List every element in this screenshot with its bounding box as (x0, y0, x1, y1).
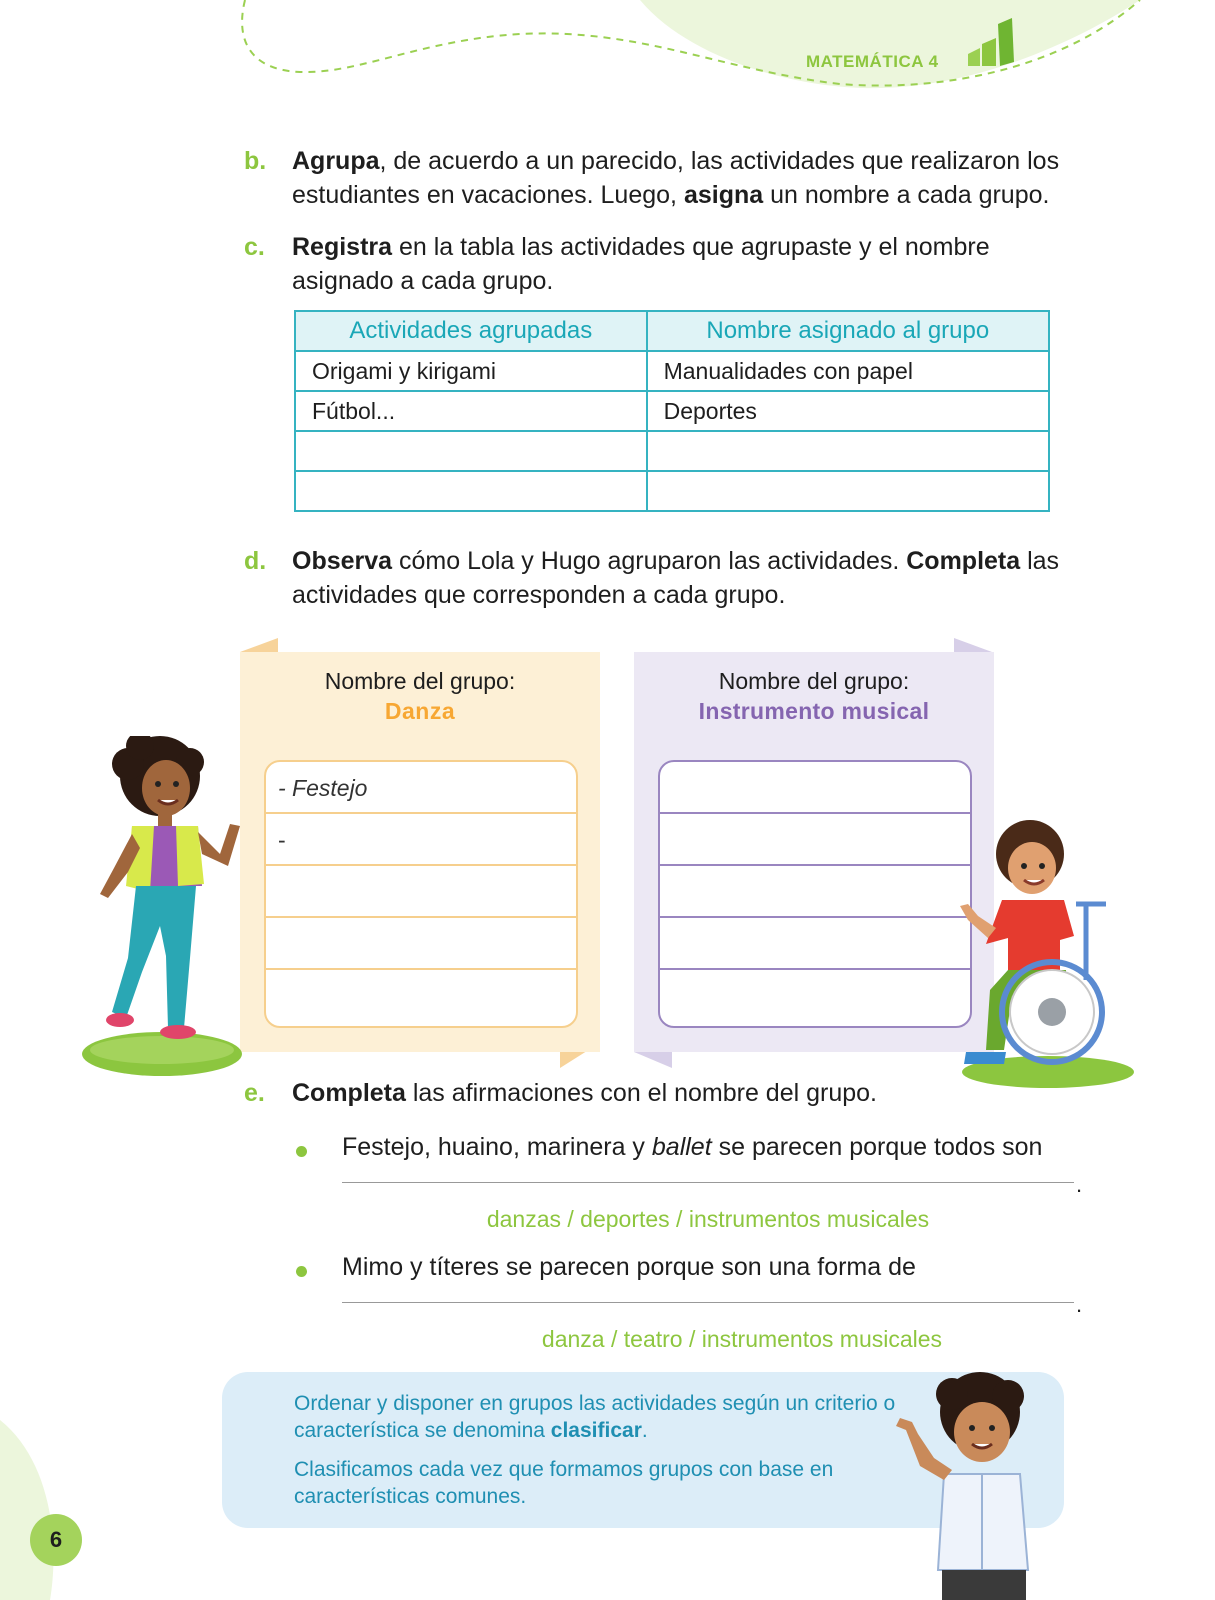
table-cell: Fútbol... (295, 391, 647, 431)
list-item[interactable] (660, 814, 970, 866)
corner-decoration (0, 1420, 80, 1600)
list-item[interactable] (266, 970, 576, 1022)
key-term: clasificar (550, 1419, 642, 1442)
verb: Completa (292, 1079, 406, 1107)
danza-list (264, 760, 578, 1028)
answer-line[interactable] (342, 1182, 1074, 1183)
boy-pointing-illustration (890, 1370, 1050, 1600)
bullet-icon (296, 1266, 307, 1277)
question-letter: c. (244, 233, 265, 261)
question-letter: e. (244, 1079, 265, 1107)
list-item[interactable] (660, 866, 970, 918)
question-d (244, 544, 1074, 612)
group-name-danza: Danza (384, 698, 456, 724)
boy-wheelchair-illustration (956, 820, 1138, 1090)
answer-line[interactable] (342, 1302, 1074, 1303)
question-text: , de acuerdo a un parecido, las actividades que realizaron los estudiantes en vacaciones. Luego, (292, 147, 1060, 209)
table-cell: Manualidades con papel (647, 351, 1049, 391)
list-item[interactable] (660, 762, 970, 814)
question-text: las actividades que corresponden a cada grupo. (292, 547, 1060, 609)
question-text: en la tabla las actividades que agrupaste y el nombre asignado a cada grupo. (292, 233, 990, 295)
table-cell-empty[interactable] (647, 471, 1049, 511)
table-cell-empty[interactable] (647, 431, 1049, 471)
table-cell-empty[interactable] (295, 471, 647, 511)
list-item[interactable] (266, 866, 576, 918)
group-label: Nombre del grupo: (324, 668, 516, 694)
table-cell-empty[interactable] (295, 431, 647, 471)
instrument-panel (634, 652, 994, 1052)
list-item[interactable] (266, 918, 576, 970)
question-text: cómo Lola y Hugo agruparon las actividades. (392, 547, 907, 575)
page-number: 6 (30, 1514, 82, 1566)
question-letter: b. (244, 147, 267, 175)
instrument-list (658, 760, 972, 1028)
group-label: Nombre del grupo: (718, 668, 910, 694)
danza-panel (240, 652, 600, 1052)
verb: Agrupa (292, 147, 380, 175)
table-cell: Origami y kirigami (295, 351, 647, 391)
table-row (295, 391, 1049, 431)
bars-logo-icon (966, 14, 1022, 70)
statement-text: Festejo, huaino, marinera y ballet se parecen porque todos son (342, 1133, 1043, 1161)
list-item[interactable]: - (266, 814, 576, 866)
table-header: Nombre asignado al grupo (647, 311, 1049, 351)
list-item[interactable] (660, 918, 970, 970)
verb: Registra (292, 233, 393, 261)
verb: asigna (683, 181, 764, 209)
list-item[interactable]: - Festejo (266, 762, 576, 814)
verb: Observa (292, 547, 393, 575)
table-header-row (295, 311, 1049, 351)
question-text: las afirmaciones con el nombre del grupo. (405, 1079, 877, 1107)
question-letter: d. (244, 547, 267, 575)
answer-options: danza / teatro / instrumentos musicales (541, 1326, 943, 1352)
answer-options: danzas / deportes / instrumentos musicales (486, 1206, 930, 1232)
table-cell: Deportes (647, 391, 1049, 431)
girl-illustration (80, 736, 250, 1078)
question-e (244, 1076, 1044, 1110)
question-c (244, 230, 1044, 298)
table-row (295, 471, 1049, 511)
table-row (295, 351, 1049, 391)
statement-end: . (1076, 1292, 1083, 1317)
table-header: Actividades agrupadas (295, 311, 647, 351)
note-paragraph: Clasificamos cada vez que formamos grupos con base en características comunes. (294, 1458, 834, 1508)
question-text: un nombre a cada grupo. (763, 181, 1050, 209)
verb: Completa (906, 547, 1021, 575)
statement-text: Mimo y títeres se parecen porque son una forma de (342, 1253, 916, 1281)
activities-table (294, 310, 1050, 512)
question-b (244, 144, 1124, 212)
group-name-instrument: Instrumento musical (698, 698, 930, 724)
bullet-icon (296, 1146, 307, 1157)
list-item[interactable] (660, 970, 970, 1022)
subject-label: MATEMÁTICA 4 (806, 52, 939, 71)
header-decoration (0, 0, 1215, 110)
note-paragraph: Ordenar y disponer en grupos las actividades según un criterio o característica se denomina clasificar. (294, 1392, 896, 1442)
table-row (295, 431, 1049, 471)
statement-end: . (1076, 1172, 1083, 1197)
